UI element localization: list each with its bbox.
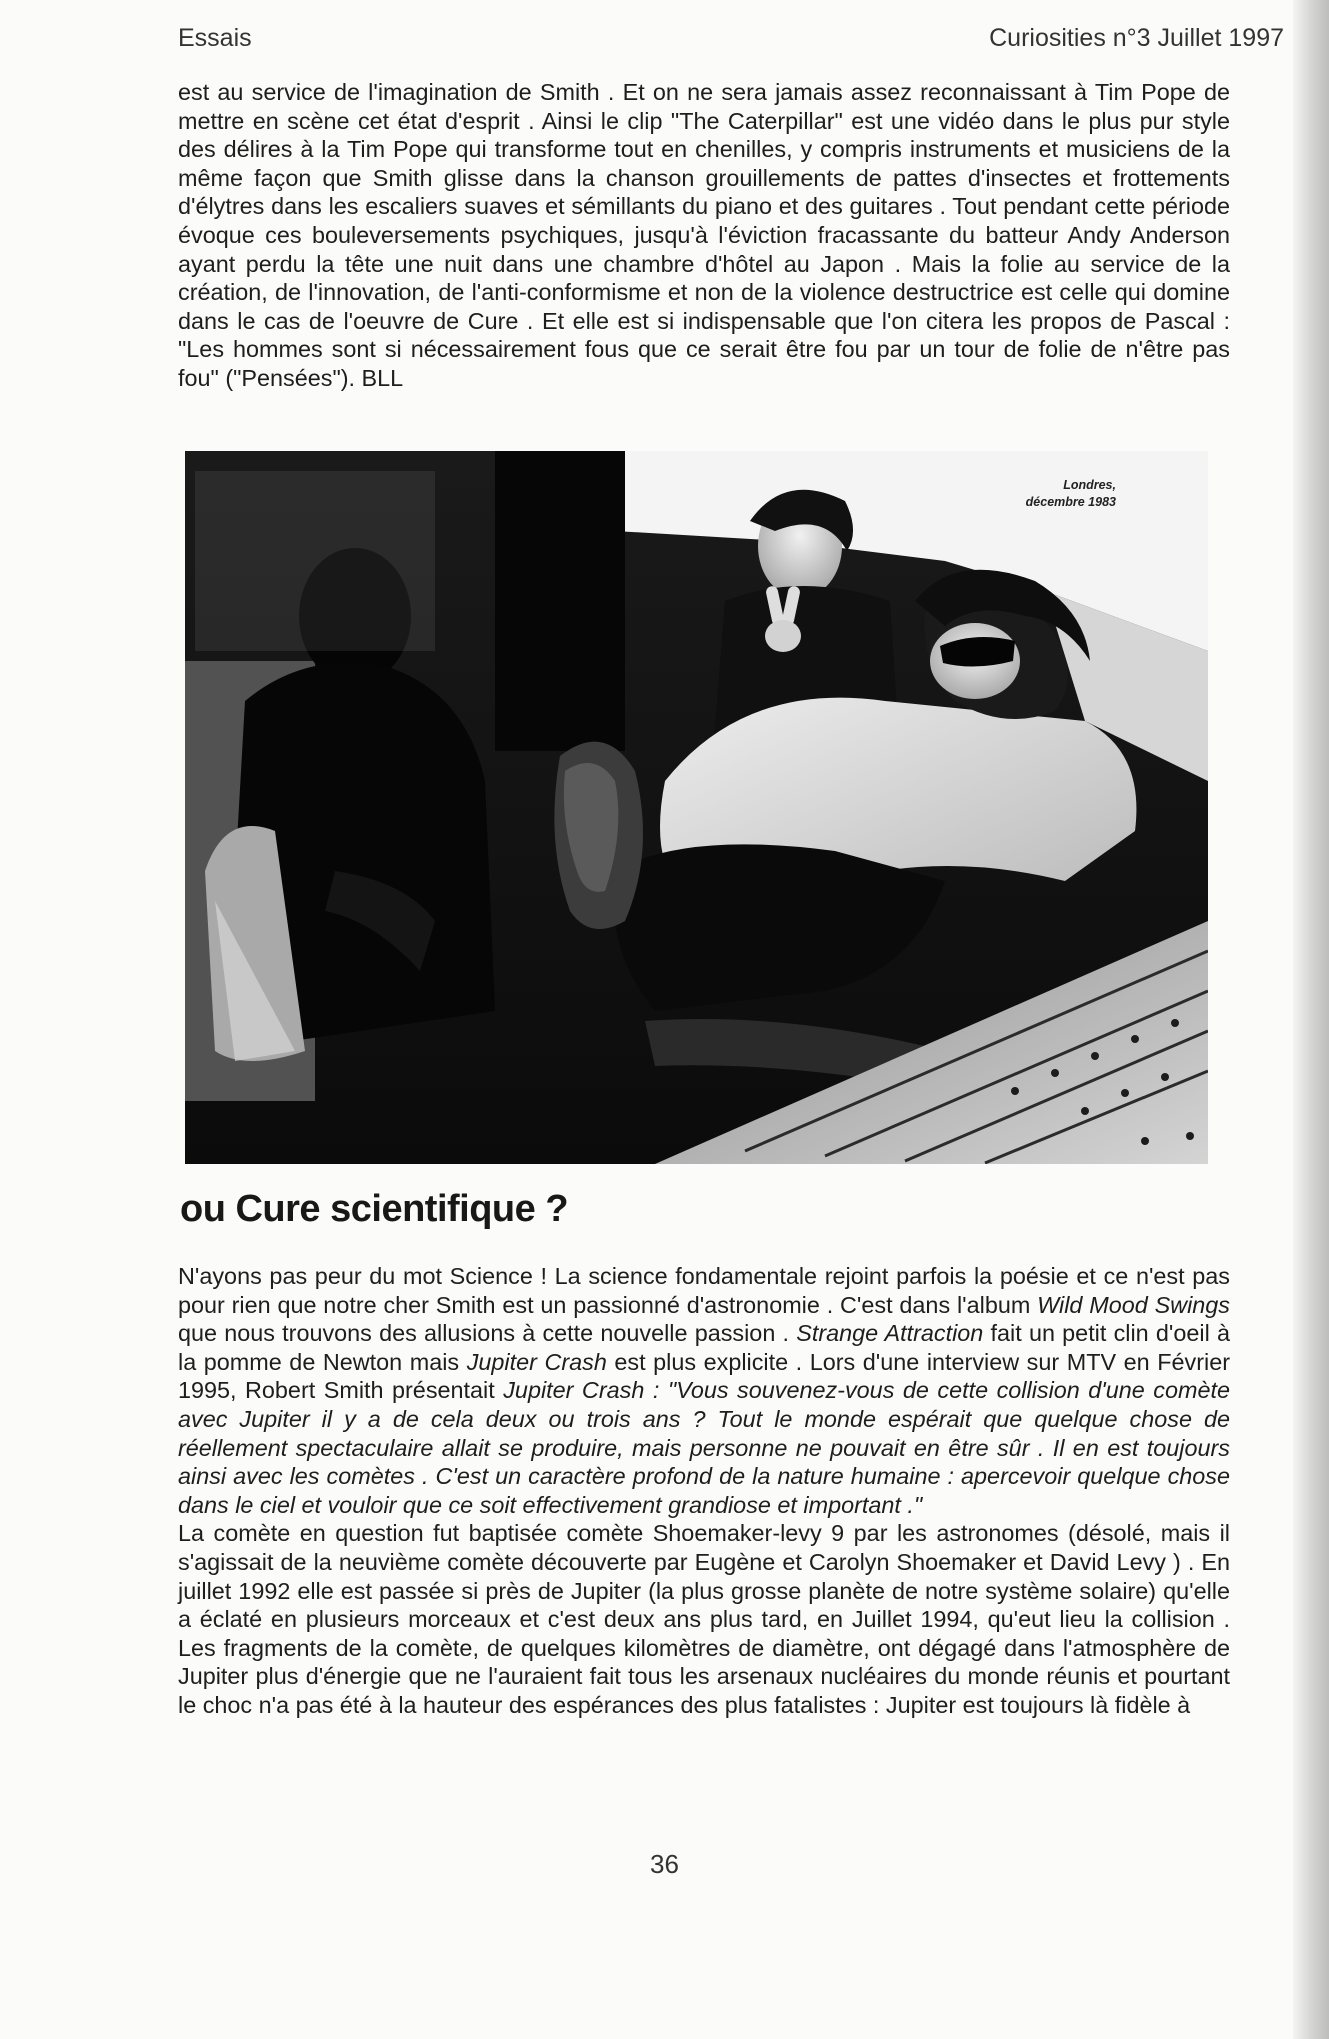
caption-location: Londres, bbox=[1063, 478, 1116, 492]
header-issue-label: Curiosities n°3 Juillet 1997 bbox=[989, 24, 1284, 52]
band-photograph bbox=[185, 451, 1208, 1164]
photo-caption bbox=[1010, 477, 1116, 511]
p1-text-b: que nous trouvons des allusions à cette nouvelle passion . bbox=[178, 1320, 797, 1347]
intro-column bbox=[178, 78, 1230, 393]
body-paragraph-1 bbox=[178, 1262, 1230, 1519]
song-title-jupiter-crash: Jupiter Crash bbox=[466, 1348, 607, 1375]
caption-date: décembre 1983 bbox=[1025, 495, 1116, 509]
running-header bbox=[178, 24, 1284, 58]
p1-text-a: N'ayons pas peur du mot Science ! La science fondamentale rejoint parfois la poésie et ce n'est pas pour rien que notre cher Smith est un passionné d'astronomie . C'est dans l'album bbox=[178, 1263, 1230, 1318]
page-binding-shadow bbox=[1293, 0, 1329, 2039]
page-number: 36 bbox=[650, 1849, 679, 1879]
intro-paragraph: est au service de l'imagination de Smith . Et on ne sera jamais assez reconnaissant à Tim Pope de mettre en scène cet état d'esprit . Ainsi le clip "The Caterpillar" est une vidéo dans le plus pur style des délires à la Tim Pope qui transforme tout en chenilles, y compris instruments et musiciens de la même façon que Smith glisse dans la chanson grouillements de pattes d'insectes et frottements d'élytres dans les escaliers suaves et sémillants du piano et des guitares . Tout pendant cette période évoque ces bouleversements psychiques, jusqu'à l'éviction fracassante du batteur Andy Anderson ayant perdu la tête une nuit dans une chambre d'hôtel au Japon . Mais la folie au service de la création, de l'innovation, de l'anti-conformisme et non de la violence destructrice est celle qui domine dans le cas de l'oeuvre de Cure . Et elle est si indispensable que l'on citera les propos de Pascal : "Les hommes sont si nécessairement fous que ce serait être fou par un tour de folie de n'être pas fou" ("Pensées"). BLL bbox=[178, 79, 1230, 391]
smith-quote: Jupiter Crash : "Vous souvenez-vous de cette collision d'une comète avec Jupiter il y a de cela deux ou trois ans ? Tout le monde espérait que quelque chose de réellement spectaculaire allait se produire, mais personne ne pouvait en être sûr . Il en est toujours ainsi avec les comètes . C'est un caractère profond de la nature humaine : apercevoir quelque chose dans le ciel et vouloir que ce soit effectivement grandiose et important ." bbox=[178, 1377, 1230, 1518]
p1-text-c: fait un petit clin d'oeil à la pomme de Newton mais bbox=[178, 1320, 1230, 1375]
band-photograph-image bbox=[185, 451, 1208, 1164]
song-title-strange-attraction: Strange Attraction bbox=[796, 1320, 984, 1347]
section-title: ou Cure scientifique ? bbox=[180, 1188, 569, 1230]
body-paragraph-2: La comète en question fut baptisée comète Shoemaker-levy 9 par les astronomes (désolé, mais il s'agissait de la neuvième comète découverte par Eugène et Carolyn Shoemaker et David Levy ) . En juillet 1992 elle est passée si près de Jupiter (la plus grosse planète de notre système solaire) qu'elle a éclaté en plusieurs morceaux et c'est deux ans plus tard, en Juillet 1994, qu'eut lieu la collision . Les fragments de la comète, de quelques kilomètres de diamètre, ont dégagé dans l'atmosphère de Jupiter plus d'énergie que ne l'auraient fait tous les arsenaux nucléaires du monde réunis et pourtant le choc n'a pas été à la hauteur des espérances des plus fatalistes : Jupiter est toujours là fidèle à bbox=[178, 1520, 1230, 1718]
header-section-label: Essais bbox=[178, 24, 252, 52]
album-title: Wild Mood Swings bbox=[1037, 1291, 1230, 1318]
body-column bbox=[178, 1262, 1230, 1720]
p1-text-d: est plus explicite . Lors d'une interview sur MTV en Février 1995, Robert Smith présentait bbox=[178, 1348, 1231, 1404]
